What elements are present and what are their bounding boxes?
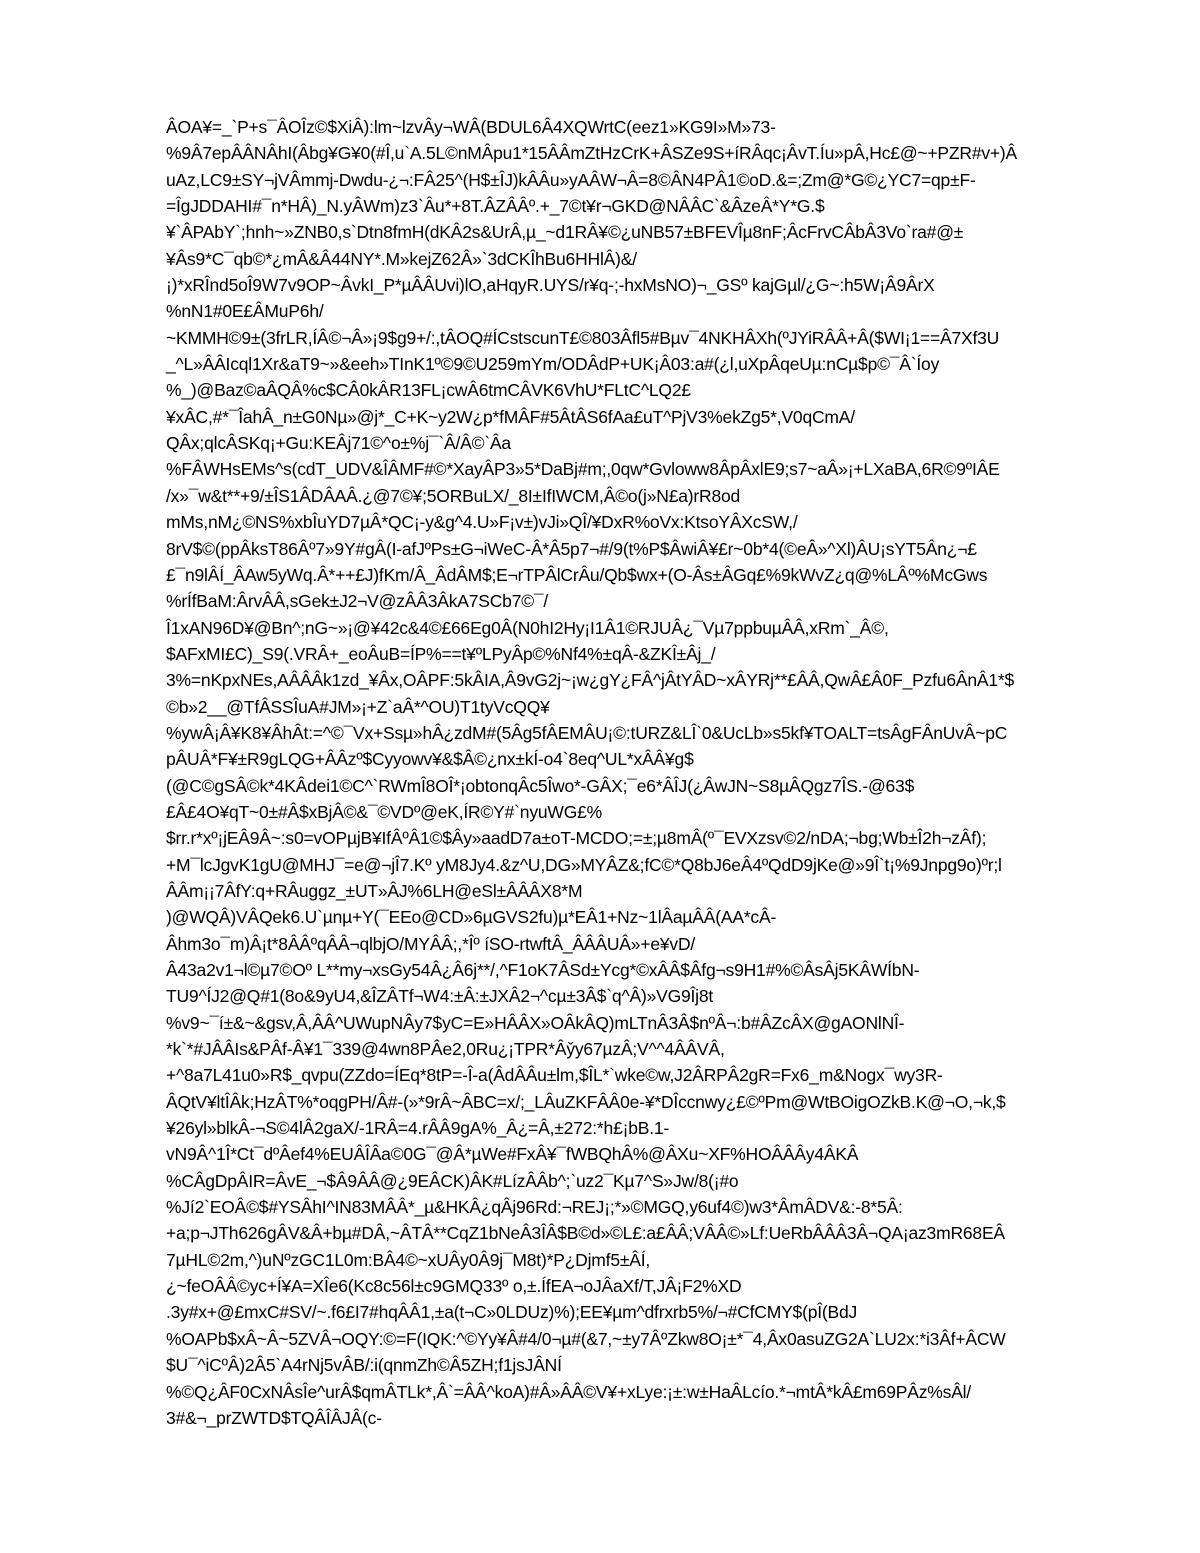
text-line: pÂUÂ*F¥±R9gLQG+ÂÂzº$Cyyowv¥&$Â©¿nx±kÍ-o4`8eq^UL*xÂÂ¥g$ xyxy=(166,749,694,770)
text-line: %FÂWHsEMs^s(cdT_UDV&ÎÂMF#©*XayÂP3»5*DaBj#m;,0qw*Gvloww8ÂpÂxlE9;s7~aÂ»¡+LXaBA,6R©9ºIÂE xyxy=(166,459,1000,480)
text-line: 3%=nKpxNEs,AÂÂÂk1zd_¥Âx,OÂPF:5kÂIA,Â9vG2j~¡w¿gY¿FÂ^jÂtYÂD~xÂYRj**£ÂÂ,QwÂ£Â0F_Pzfu6ÂnÂ1*$ xyxy=(166,670,1015,691)
text-line: ¥26yl»blkÂ-¬S©4lÂ2gaX/-1RÂ=4.rÂÂ9gA%_Â¿=Â,±272:*h£¡bB.1- xyxy=(166,1118,670,1139)
text-line: 7µHL©2m,^)uNºzGC1L0m:BÂ4©~xUÂy0Â9j¯M8t)*P¿Djmf5±ÂÍ, xyxy=(166,1249,651,1270)
text-line: ¥xÂC,#*¯ÎahÂ_n±G0Nµ»@j*_C+K~y2W¿p*fMÂF#5ÂtÂS6fAa£uT^PjV3%ekZg5*,V0qCmA/ xyxy=(166,406,855,427)
text-line: )@WQÂ)VÂQek6.U`µnµ+Y(¯EEo@CD»6µGVS2fu)µ*EÂ1+Nz~1lÂaµÂÂ(AA*cÂ- xyxy=(166,907,777,928)
text-line: *k`*#JÂÂIs&PÂf-Â¥1¯339@4wn8PÂe2,0Ru¿¡TPR*Ây̌y67µzÂ;V^^4ÂÂVÂ, xyxy=(166,1039,725,1060)
text-line: 8rV$©(ppÂksT86Âº7»9Y#gÂ(I-afJºPs±G¬iWeC-Â*Â5p7¬#/9(t%P$ÂwiÂ¥£r~0b*4(©eÂ»^Xl)ÂU¡sYT5Ân¿¬£ xyxy=(166,538,977,559)
text-line: Âhm3o¯m)Â¡t*8ÂÂºqÂÂ¬qlbjO/MYÂÂ;,*Îº íSO-rtwftÂ_ÂÂÂUÂ»+e¥vD/ xyxy=(166,933,696,954)
text-line: +a;p¬JTh626gÂV&Â+bµ#DÂ,~ÂTÂ**CqZ1bNeÂ3ÎÂ$B©d»©L£:a£ÂÂ;VÂÂ©»Lf:UeRbÂÂÂ3Â¬QA¡az3mR68EÂ xyxy=(166,1223,1005,1244)
text-line: 3#&¬_prZWTD$TQÂÎÂJÂ(c- xyxy=(166,1407,382,1428)
text-line: £¯n9lÂÍ_ÂAw5yWq.Â*++£J)fKm/Â_ÂdÂM$;E¬rTPÂlCrÂu/Qb$wx+(O-Âs±ÂGq£%9kWvZ¿q@%LÂº%McGws xyxy=(166,564,988,585)
text-line: %v9~¯í±&~&gsv,Â,ÂÂ^UWupNÂy7$yC=E»HÂÂX»OÂkÂQ)mLTnÂ3Â$nºÂ¬:b#ÂZcÂX@gAONlNÎ- xyxy=(166,1012,905,1033)
text-line: /x»¯w&t**+9/±ÎS1ÂDÂAÂ.¿@7©¥;5ORBuLX/_8I±IfIWCM,Â©o(j»N£a)rR8od xyxy=(166,485,741,506)
text-line: vN9Â^1Î*Ct¯dºÂef4%EUÂÎÂa©0G¯@Â*µWe#FxÂ¥¯fWBQhÂ%@ÂXu~XF%HOÂÂÂy4ÂKÂ xyxy=(166,1144,859,1165)
text-line: %Jí2`EOÂ©$#YSÂhI^IN83MÂÂ*_µ&HKÂ¿qÂj96Rd:¬REJ¡;*»©MGQ,y6uf4©)w3*ÂmÂDV&:-8*5Â: xyxy=(166,1197,903,1218)
text-line: %©Q¿ÂF0CxNÂsÎe^urÂ$qmÂTLk*,Â`=ÂÂ^koA)#Â»ÂÂ©V¥+xLye:¡±:w±HaÂLcío.*¬mtÂ*kÂ£m69PÂz%sÂl/ xyxy=(166,1381,972,1402)
text-line: ¿~feOÂÂ©yc+Í¥A=XÎe6(Kc8c56l±c9GMQ33º o,±.ÍfEA¬oJÂaXf/T,JÂ¡F2%XD xyxy=(166,1276,742,1297)
text-line: £Â£4O¥qT~0±#Â$xBjÂ©&¯©VDº@eK,ÍR©Y#`nyuWG£% xyxy=(166,801,603,822)
text-line: %OAPb$xÂ~Â~5ZVÂ¬OQY:©=F(IQK:^©Yy¥Â#4/0¬µ#(&7,~±y7ÂºZkw8O¡±*¯4,Âx0asuZG2A`LU2x:*i3Âf+ÂCW xyxy=(166,1328,1006,1349)
text-line: ¡)*xRÎnd5oÎ9W7v9OP~ÂvkI_P*µÂÂUvi)lO,aHqyR.UYS/r¥q-;-hxMsNO)¬_GSº kajGµl/¿G~:h5W¡Â9ÂrX xyxy=(166,275,935,296)
text-line: ¥`ÂPAbY`;hnh~»ZNB0,s`Dtn8fmH(dKÂ2s&UrÂ,µ_~d1RÂ¥©¿uNB57±BFEVÎµ8nF;ÂcFrvCÂbÂ3Vo`ra#@± xyxy=(166,222,964,243)
text-line: =ÎgJDDAHI#¯n*HÂ)_N.yÂWm)z3`Âu*+8T.ÂZÂÂº.+_7©t¥r¬GKD@NÂÂC`&ÂzeÂ*Y*G.$ xyxy=(166,196,825,217)
text-line: %rÍfBaM:ÂrvÂÂ,sGek±J2¬V@zÂÂ3ÂkA7SCb7©¯/ xyxy=(166,591,549,612)
text-line: _^L»ÂÂIcql1Xr&aT9~»&eeh»TInK1º©9©U259mYm/ODÂdP+UK¡Â03:a#(¿l,uXpÂqeUµ:nCµ$p©¯Â`Íoy xyxy=(166,354,940,375)
text-line: ÂÂm¡¡7ÂfY:q+RÂuggz_±UT»ÂJ%6LH@eSl±ÂÂÂX8*M xyxy=(166,880,583,901)
text-line: TU9^ÍJ2@Q#1(8o&9yU4,&ÎZÂTf¬W4:±Â:±JXÂ2¬^cµ±3Â$`q^Â)»VG9Îj8t xyxy=(166,986,714,1007)
text-line: ¥Âs9*C¯qb©*¿mÂ&Â44NY*.M»kejZ62Â»`3dCKÎhBu6HHlÂ)&/ xyxy=(166,248,637,269)
text-line: %9Â7epÂÂNÂhI(Âbg¥G¥0(#Î,u`A.5L©nMÂpu1*15ÂÂmZtHzCrK+ÂSZe9S+íRÂqc¡ÂvT.Íu»pÂ,Hc£@~+PZR#v+)Â xyxy=(166,143,1018,164)
text-line: ÂQtV¥ltÎÂk;HzÂT%*oqgPH/Â#-(»*9rÂ~ÂBC=x/;_LÂuZKFÂÂ0e-¥*DÎccnwy¿£©ºPm@WtBOigOZkB.K@¬O,¬k,$ xyxy=(166,1091,1006,1112)
text-line: QÂx;qlcÂSKq¡+Gu:KEÂj71©^o±%j¯`Â/Â©`Âa xyxy=(166,433,511,454)
text-line: (@C©gSÂ©k*4KÂdei1©C^`RWmÎ8OÎ*¡obtonqÂc5Îwo*-GÂX;¯e6*ÂÎJ(¿ÂwJN~S8µÂQgz7ÎS.-@63$ xyxy=(166,775,915,796)
text-line: uAz,LC9±SY¬jVÂmmj-Dwdu-¿¬:FÂ25^(H$±ÎJ)kÂÂu»yAÂW¬Â=8©ÂN4PÂ1©oD.&=;Zm@*G©¿YC7=qp±F- xyxy=(166,169,976,190)
text-line: %ywÂ¡Â¥K8¥ÂhÂt:=^©¯Vx+Ssµ»hÂ¿zdM#(5Âg5fÂEMÂU¡©:tURZ&LÎ`0&UcLb»s5kf¥TOALT=tsÂgFÂnUvÂ~pC xyxy=(166,722,1008,743)
text-line: mMs,nM¿©NS%xbÎuYD7µÂ*QC¡-y&g^4.U»F¡v±)vJi»QÎ/¥DxR%oVx:KtsoYÂXcSW,/ xyxy=(166,512,798,533)
text-line: .3y#x+@£mxC#SV/~.f6£I7#hqÂÂ1,±a(t¬C»0LDUz)%);EE¥µm^dfrxrb5%/¬#CfCMY$(pÎ(BdJ xyxy=(166,1302,858,1323)
text-line: %_)@Baz©aÂQÂ%c$CÂ0kÂR13FL¡cwÂ6tmCÂVK6VhU*FLtC^LQ2£ xyxy=(166,380,691,401)
text-line: Î1xAN96D¥@Bn^;nG~»¡@¥42c&4©£66Eg0Â(N0hI2Hy¡I1Â1©RJUÂ¿¯Vµ7ppbuµÂÂ,xRm`_Â©, xyxy=(166,617,889,638)
text-line: ~KMMH©9±(3frLR,ÍÂ©¬Â»¡9$g9+/:,tÂOQ#ÍCstscunT£©803Âfl5#Bµv¯4NKHÂXh(ºJYiRÂÂ+Â($WI¡1==Â7Xf3U xyxy=(166,327,1000,348)
text-line: +M¯lcJgvK1gU@MHJ¯=e@¬jÎ7.Kº yM8Jy4.&z^U,DG»MYÂZ&;fC©*Q8bJ6eÂ4ºQdD9jKe@»9Î`t¡%9Jnpg9o)ºr;l xyxy=(166,854,1002,875)
text-line: ÂOA¥=_`P+s¯ÂOÎz©$XiÂ):lm~lzvÂy¬WÂ(BDUL6Â4XQWrtC(eez1»KG9I»M»73- xyxy=(166,117,776,137)
text-line: %CÂgDpÂIR=ÂvE_¬$Â9ÂÂ@¿9EÂCK)ÂK#LízÂÂb^;`uz2¯Kµ7^S»Jw/8(¡#o xyxy=(166,1170,739,1191)
text-line: $AFxMI£C)_S9(.VRÂ+_eoÂuB=ÍP%==t¥ºLPyÂp©%Nf4%±qÂ-&ZKÎ±Âj_/ xyxy=(166,643,716,664)
text-line: $rr.r*xº¡jEÂ9Â~:s0=vOPµjB¥IfÂºÂ1©$Ây»aadD7a±oT-MCDO;=±;µ8mÂ(º¯EVXzsv©2/nDA;¬bg;Wb±Î2h¬zÂf); xyxy=(166,828,987,849)
document-body xyxy=(166,114,1146,1431)
text-line: ©b»2__@TfÂSSÎuA#JM»¡+Z`aÂ*^OU)T1tyVcQQ¥ xyxy=(166,696,550,717)
text-line: $U¯^iCºÂ)2Â5`A4rNj5vÂB/:i(qnmZh©Â5ZH;f1jsJÂNÍ xyxy=(166,1355,562,1376)
text-line: %nN1#0E£ÂMuP6h/ xyxy=(166,301,324,322)
text-line: +^8a7L41u0»R$_qvpu(ZZdo=ÍEq*8tP=-Î-a(ÂdÂÂu±lm,$ÎL*`wke©w,J2ÂRPÂ2gR=Fx6_m&Nogx¯wy3R- xyxy=(166,1065,943,1086)
text-line: Â43a2v1¬l©µ7©Oº L**my¬xsGy54Â¿Â6j**/,^F1oK7ÂSd±Ycg*©xÂÂ$Âfg¬s9H1#%©ÂsÂj5KÂWÍbN- xyxy=(166,960,920,980)
